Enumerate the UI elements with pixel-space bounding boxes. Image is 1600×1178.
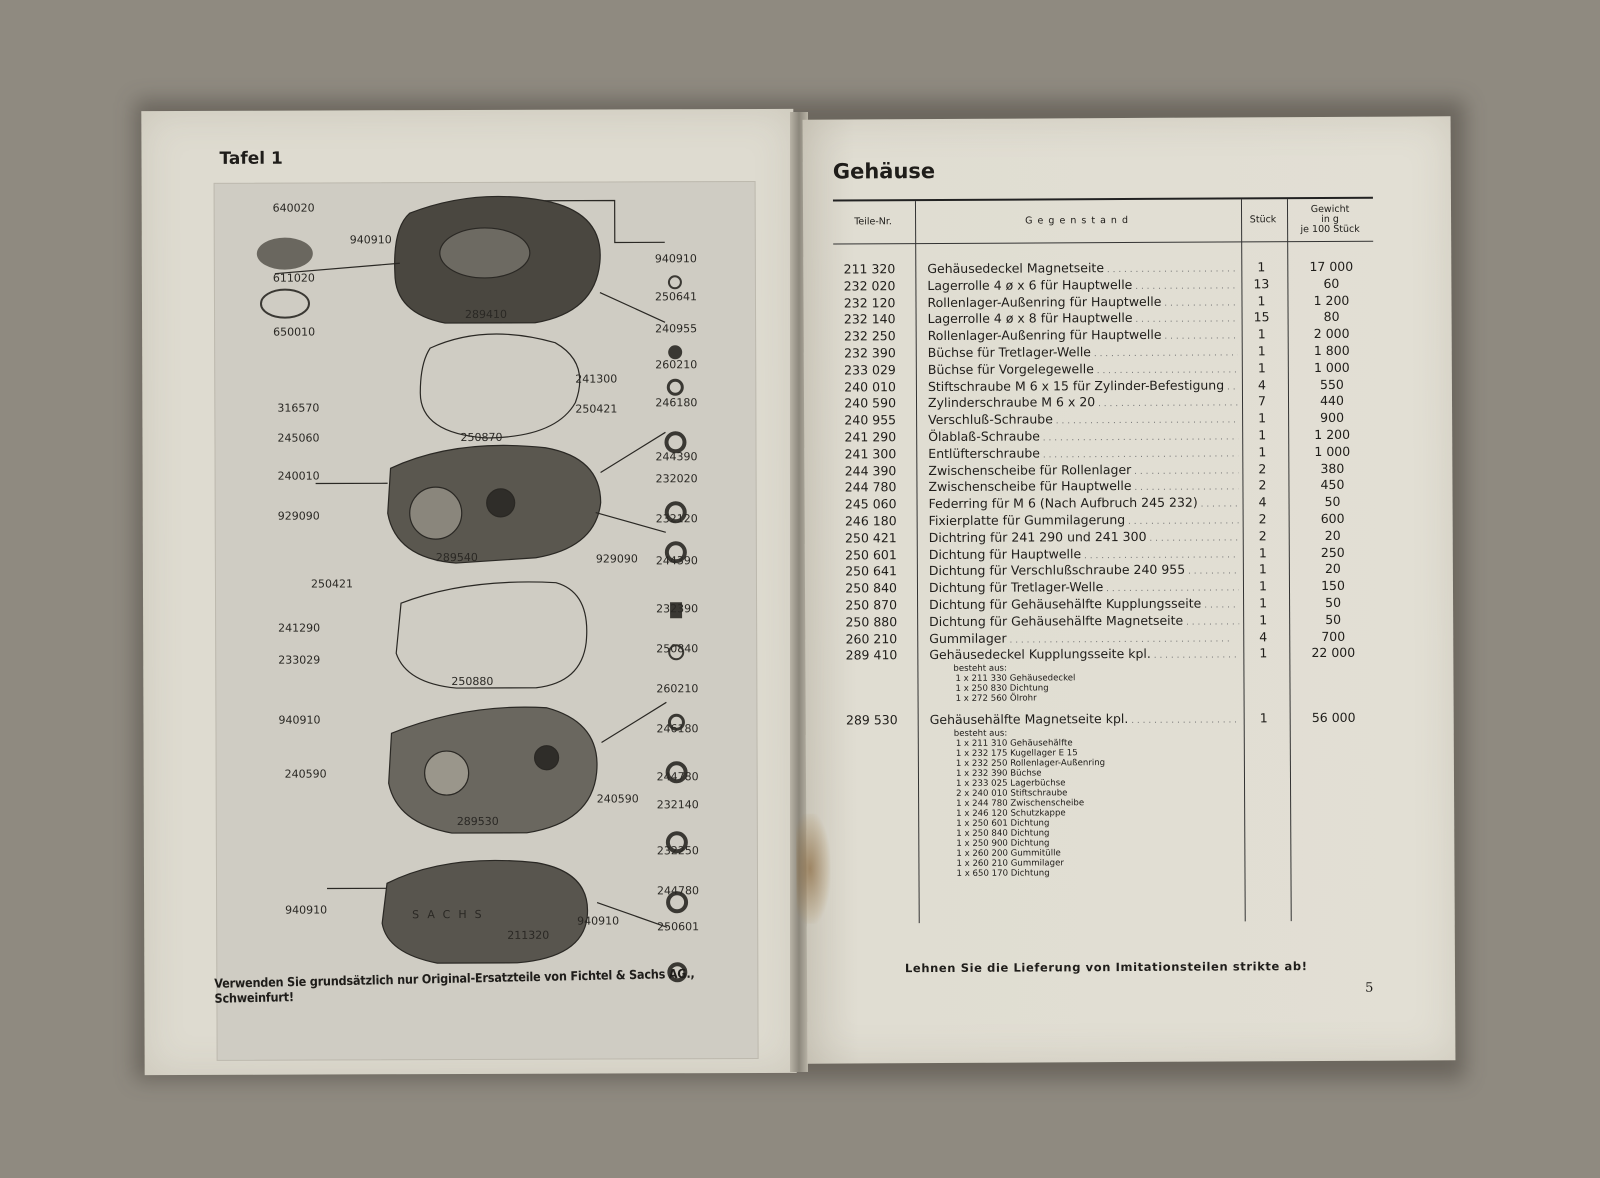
description-cell: Rollenlager-Außenring für Hauptwelle . . . — [927, 293, 1237, 310]
quantity-cell: 4 — [1259, 628, 1268, 644]
weight-cell: 700 — [1321, 628, 1346, 644]
callout-label: 940910 — [654, 252, 697, 266]
sachs-logo: SACHS — [412, 907, 490, 922]
callout-label: 241300 — [575, 372, 618, 386]
quantity-cell: 2 — [1258, 511, 1267, 527]
description-cell: Lagerrolle 4 ø x 6 für Hauptwelle . . . — [927, 276, 1237, 293]
weight-cell: 50 — [1325, 611, 1342, 627]
callout-label: 244780 — [657, 884, 700, 898]
callout-label: 246180 — [656, 722, 699, 736]
quantity-cell: 4 — [1258, 494, 1267, 510]
part-number-cell: 211 320 — [843, 261, 896, 277]
part-number-cell: 246 180 — [844, 513, 897, 529]
callout-label: 250870 — [460, 430, 503, 445]
part-number-cell: 250 840 — [845, 580, 898, 596]
quantity-cell: 7 — [1257, 393, 1267, 409]
description-cell: Dichtung für Verschlußschraube 240 955 . . . — [929, 562, 1239, 579]
part-number-cell: 244 780 — [844, 479, 897, 495]
component-item: 1 x 250 900 Dichtung — [956, 838, 1050, 849]
part-number-cell: 232 020 — [843, 278, 896, 294]
callout-label: 650010 — [273, 325, 316, 339]
weight-cell: 150 — [1321, 578, 1345, 594]
callout-label: 289540 — [435, 550, 478, 565]
weight-cell: 1 000 — [1314, 443, 1351, 459]
right-page — [803, 116, 1456, 1063]
callout-label: 240010 — [277, 469, 320, 483]
quantity-cell: 1 — [1259, 595, 1268, 611]
part-number-cell: 240 590 — [844, 395, 897, 411]
description-cell: Gehäusehälfte Magnetseite kpl. . . . — [930, 711, 1240, 728]
callout-label: 211320 — [507, 928, 550, 942]
part-number-cell: 245 060 — [844, 496, 897, 512]
quantity-cell: 1 — [1258, 410, 1267, 426]
component-item: 1 x 246 120 Schutzkappe — [956, 808, 1066, 819]
part-number-cell: 250 641 — [845, 563, 897, 579]
description-cell: Büchse für Vorgelegewelle . . . — [928, 360, 1238, 377]
quantity-cell: 1 — [1257, 292, 1266, 308]
right-page-footer: Lehnen Sie die Lieferung von Imitationsteilen strikte ab! — [904, 959, 1308, 976]
part-number-cell: 250 601 — [845, 546, 897, 563]
weight-cell: 1 800 — [1313, 342, 1350, 359]
component-item: 1 x 244 780 Zwischenscheibe — [956, 798, 1085, 809]
weight-cell: 56 000 — [1311, 709, 1356, 726]
part-number-cell: 232 250 — [843, 328, 896, 344]
quantity-cell: 1 — [1258, 561, 1267, 577]
callout-label: 245060 — [277, 431, 320, 445]
weight-cell: 1 200 — [1314, 426, 1351, 442]
description-cell: Gehäusedeckel Magnetseite . . . — [927, 259, 1237, 276]
component-item: 1 x 232 390 Büchse — [955, 768, 1042, 779]
callout-label: 250601 — [657, 920, 700, 934]
page-number: 5 — [1365, 980, 1374, 996]
description-cell: Federring für M 6 (Nach Aufbruch 245 232) . . . — [929, 495, 1239, 512]
description-cell: Zwischenscheibe für Rollenlager . . . — [928, 461, 1238, 478]
header-weight — [1287, 199, 1373, 241]
callout-label: 260210 — [656, 682, 699, 696]
description-cell: Rollenlager-Außenring für Hauptwelle . . . — [928, 327, 1238, 344]
weight-cell: 1 000 — [1313, 359, 1350, 375]
quantity-cell: 1 — [1258, 444, 1267, 460]
callout-label: 940910 — [577, 914, 620, 928]
description-cell: Zylinderschraube M 6 x 20 . . . — [928, 394, 1238, 411]
table-row — [836, 710, 1376, 730]
callout-label: 240590 — [596, 792, 639, 806]
component-item: 1 x 232 175 Kugellager E 15 — [955, 748, 1078, 759]
callout-label: 929090 — [277, 509, 320, 523]
weight-cell: 2 000 — [1313, 326, 1350, 342]
header-item: G e g e n s t a n d — [1025, 214, 1130, 227]
callout-label: 232250 — [656, 844, 699, 858]
weight-cell: 900 — [1320, 410, 1345, 426]
part-number-cell: 250 421 — [844, 529, 897, 546]
water-stain — [796, 814, 831, 924]
header-weight-line2: in g — [1321, 213, 1339, 225]
component-list — [836, 727, 1377, 880]
callout-label: 232120 — [655, 512, 698, 526]
weight-cell: 50 — [1325, 594, 1342, 610]
callout-label: 244390 — [655, 554, 698, 568]
callout-label: 232020 — [655, 472, 698, 486]
part-number-cell: 241 300 — [844, 445, 897, 462]
component-list-head: besteht aus: — [953, 663, 1007, 675]
description-cell: Dichtung für Gehäusehälfte Kupplungsseite . . . — [929, 595, 1239, 612]
description-cell: Zwischenscheibe für Hauptwelle . . . — [928, 478, 1238, 495]
part-number-cell: 250 870 — [845, 597, 898, 613]
callout-label: 244780 — [656, 770, 699, 784]
weight-cell: 20 — [1324, 561, 1341, 577]
callout-label: 940910 — [278, 713, 321, 727]
description-cell: Dichtung für Gehäusehälfte Magnetseite . . . — [929, 612, 1239, 629]
component-item: 1 x 260 200 Gummitülle — [956, 848, 1061, 859]
part-number-cell: 232 140 — [843, 311, 896, 327]
weight-cell: 60 — [1323, 275, 1340, 291]
callout-label: 260210 — [655, 358, 698, 372]
callout-label: 929090 — [595, 552, 638, 566]
callout-label: 289530 — [456, 814, 499, 829]
quantity-cell: 2 — [1258, 460, 1267, 476]
quantity-cell: 2 — [1258, 477, 1267, 493]
callout-label: 232140 — [656, 798, 699, 812]
callout-label: 241290 — [278, 621, 321, 635]
weight-cell: 440 — [1320, 393, 1344, 409]
component-item: 1 x 233 025 Lagerbüchse — [955, 778, 1066, 789]
quantity-cell: 1 — [1259, 612, 1268, 628]
part-number-cell: 232 120 — [843, 294, 896, 311]
quantity-cell: 1 — [1258, 544, 1267, 560]
exploded-parts-diagram — [214, 181, 759, 1061]
description-cell: Lagerrolle 4 ø x 8 für Hauptwelle . . . — [928, 310, 1238, 327]
component-list — [835, 662, 1375, 705]
quantity-cell: 15 — [1253, 309, 1270, 325]
weight-cell: 22 000 — [1311, 645, 1356, 661]
component-item: 1 x 650 170 Dichtung — [956, 868, 1050, 879]
part-number-cell: 232 390 — [844, 345, 896, 361]
callout-label: 244390 — [655, 450, 698, 464]
weight-cell: 20 — [1324, 527, 1341, 543]
quantity-cell: 1 — [1257, 259, 1266, 275]
description-cell: Stiftschraube M 6 x 15 für Zylinder-Befestigung . . . — [928, 377, 1238, 394]
weight-cell: 550 — [1319, 376, 1344, 392]
description-cell: Fixierplatte für Gummilagerung . . . — [929, 511, 1239, 528]
component-item: 1 x 272 560 Ölrohr — [955, 693, 1037, 705]
description-cell: Dichtung für Tretlager-Welle . . . — [929, 579, 1239, 596]
description-cell: Büchse für Tretlager-Welle . . . — [928, 343, 1238, 360]
table-row — [835, 645, 1375, 665]
quantity-cell: 1 — [1257, 326, 1266, 342]
plate-title: Tafel 1 — [219, 148, 283, 169]
weight-cell: 80 — [1323, 309, 1340, 325]
callout-label: 250880 — [451, 674, 494, 689]
part-number-cell: 289 530 — [845, 712, 898, 728]
weight-cell: 50 — [1324, 494, 1341, 510]
part-number-cell: 233 029 — [844, 361, 896, 378]
part-number-cell: 260 210 — [845, 630, 898, 647]
component-item: 2 x 240 010 Stiftschraube — [956, 788, 1068, 799]
description-cell: Entlüfterschraube . . . — [928, 444, 1238, 461]
weight-cell: 250 — [1320, 544, 1345, 560]
callout-label: 611020 — [272, 271, 315, 285]
description-cell: Ölablaß-Schraube . . . — [928, 427, 1238, 444]
component-item: 1 x 250 601 Dichtung — [956, 818, 1050, 829]
component-item: 1 x 211 310 Gehäusehälfte — [955, 738, 1073, 749]
component-item: 1 x 260 210 Gummilager — [956, 858, 1064, 869]
callout-label: 640020 — [272, 201, 315, 215]
callout-label: 240590 — [284, 767, 327, 781]
callout-label: 246180 — [655, 396, 698, 410]
component-item: 1 x 211 330 Gehäusedeckel — [955, 673, 1076, 685]
callout-label: 289410 — [465, 307, 508, 322]
callout-label: 940910 — [349, 233, 392, 247]
part-number-cell: 241 290 — [844, 429, 897, 445]
weight-cell: 1 200 — [1313, 292, 1350, 308]
part-number-cell: 240 955 — [844, 412, 897, 428]
quantity-cell: 1 — [1259, 710, 1268, 726]
quantity-cell: 1 — [1258, 427, 1267, 443]
callout-label: 250421 — [575, 402, 618, 416]
part-number-cell: 240 010 — [844, 378, 896, 395]
callout-label: 940910 — [285, 903, 328, 917]
parts-table-body — [833, 259, 1376, 880]
header-qty: Stück — [1249, 214, 1277, 226]
callout-label: 250421 — [310, 577, 353, 591]
callout-label: 233029 — [278, 653, 321, 667]
left-page — [141, 109, 796, 1075]
callout-label: 316570 — [277, 401, 320, 415]
description-cell: Gehäusedeckel Kupplungsseite kpl. . . . — [929, 646, 1239, 663]
part-number-cell: 250 880 — [845, 613, 898, 630]
quantity-cell: 1 — [1257, 343, 1266, 359]
quantity-cell: 1 — [1258, 578, 1267, 594]
header-weight-line1: Gewicht — [1310, 203, 1350, 216]
description-cell: Verschluß-Schraube . . . — [928, 411, 1238, 428]
part-number-cell: 289 410 — [845, 647, 898, 663]
quantity-cell: 4 — [1257, 376, 1266, 392]
diagram-svg — [215, 182, 758, 1060]
description-cell: Dichtung für Hauptwelle . . . — [929, 545, 1239, 562]
part-number-cell: 244 390 — [844, 462, 897, 479]
component-item: 1 x 250 830 Dichtung — [955, 683, 1049, 695]
callout-label: 240955 — [655, 322, 698, 336]
quantity-cell: 1 — [1257, 360, 1266, 376]
section-title: Gehäuse — [832, 159, 936, 184]
callout-label: 232390 — [656, 602, 699, 616]
callout-label: 250840 — [656, 642, 699, 656]
header-part-no: Teile-Nr. — [854, 216, 892, 228]
description-cell: Dichtring für 241 290 und 241 300 . . . — [929, 528, 1239, 545]
component-item: 1 x 250 840 Dichtung — [956, 828, 1050, 839]
weight-cell: 450 — [1320, 477, 1345, 493]
weight-cell: 380 — [1320, 460, 1345, 476]
quantity-cell: 1 — [1259, 645, 1268, 661]
component-list-head: besteht aus: — [953, 728, 1008, 739]
description-cell: Gummilager . . . — [929, 629, 1239, 646]
quantity-cell: 2 — [1258, 528, 1267, 544]
left-page-footer: Verwenden Sie grundsätzlich nur Original-Ersatzteile von Fichtel & Sachs AG., Schweinfurt! — [214, 965, 695, 1006]
callout-label: 250641 — [654, 290, 697, 304]
quantity-cell: 13 — [1253, 276, 1270, 292]
weight-cell: 17 000 — [1309, 258, 1354, 275]
header-weight-line3: je 100 Stück — [1300, 223, 1360, 236]
component-item: 1 x 232 250 Rollenlager-Außenring — [955, 758, 1106, 769]
weight-cell: 600 — [1320, 510, 1345, 526]
